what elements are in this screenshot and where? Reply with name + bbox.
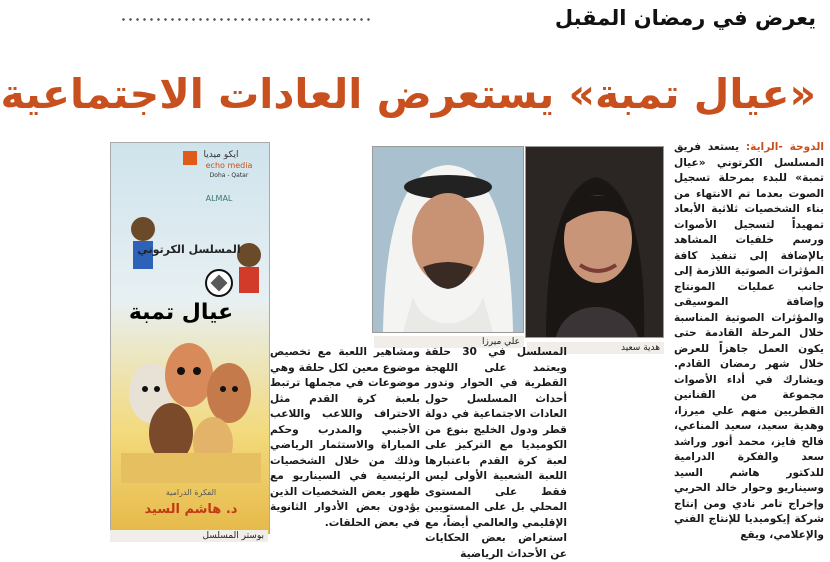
portrait-man-icon [373, 147, 523, 332]
poster-brand-loc: Doha - Qatar [209, 172, 249, 179]
poster-author: د. هاشم السيد [144, 502, 238, 517]
headline: «عيال تمبة» يستعرض العادات الاجتماعية [0, 70, 816, 118]
cartoon-characters [121, 343, 261, 483]
poster-partner: ALMAL [205, 194, 233, 203]
poster-title: عيال تمبة [128, 300, 234, 325]
photo-ali-mirza [372, 146, 524, 333]
poster-brand-ar: ايكو ميديا [203, 150, 239, 160]
topic-divider [120, 16, 370, 24]
poster-artwork [111, 143, 269, 533]
photo-hadiya-saeed [525, 146, 664, 338]
section-topic: يعرض في رمضان المقبل [554, 6, 816, 30]
byline: الدوحة -الراية: [745, 141, 824, 153]
poster-brand-en: echo media [205, 161, 253, 170]
series-poster [110, 142, 270, 534]
caption-photo-2: علي ميرزا [374, 336, 524, 348]
caption-photo-1: هدية سعيد [527, 342, 664, 354]
article-text-1: يستعد فريق المسلسل الكرتوني «عيال تمبة» للبدء بمرحلة تسجيل الصوت بعدما تم الانتهاء من بناء الشخصيات ثلاثية الأبعاد تمهيداً لتسجيل الأصوات ورسم خلفيات المشاهد بالإضافة إلى تنفيذ كافة المؤثرات الصوتية اللازمة إلى جانب عمليات المونتاج وإضافة الموسيقى والمؤثرات الصوتية المناسبة خلال المرحلة القادمة حتى يكون العمل جاهزاً للعرض خلال شهر رمضان القادم. ويشارك في أداء الأصوات مجموعة من الفنانين القطريين منهم علي ميرزا، وهدية سعيد، سعيد المناعي، فالح فايز، محمد أنور وراشد سعد والفكرة الدرامية للدكتور هاشم السيد وسيناريو وحوار خالد الحربي وإخراج تامر نادي ومن إنتاج شركة إيكوميديا للإنتاج الفني والإعلامي، ويقع [674, 141, 824, 541]
article-column-1 [674, 140, 824, 540]
article-column-2: المسلسل في 30 حلقة ويعتمد على اللهجة القطرية في الحوار وتدور أحداث المسلسل حول العادات الاجتماعية في دولة قطر ودول الخليج بنوع من الكوميديا مع التركيز على لعبة كرة القدم باعتبارها اللعبة الشعبية الأولى ليس فقط على المستوى المحلي بل على المستويين الإقليمي والعالمي أيضاً، مع استعراض بعض الحكايات عن الأحداث الرياضية [425, 346, 567, 560]
poster-series-label: المسلسل الكرتوني [137, 243, 241, 256]
caption-poster: بوستر المسلسل [110, 530, 268, 542]
portrait-woman-icon [526, 147, 663, 337]
article-column-3: ومشاهير اللعبة مع تخصيص موضوع معين لكل حلقة وهي موضوعات في مجملها ترتبط بلعبة كرة القدم مثل الاحتراف واللاعب واللاعب الأجنبي والمدرب وحكم المباراة والاستثمار الرياضي وذلك من خلال الشخصيات الرئيسية في السيناريو مع ظهور بعض الشخصيات الذين يؤدون بعض الأدوار الثانوية في بعض الحلقات. [270, 346, 420, 529]
poster-idea-label: الفكرة الدرامية [165, 488, 217, 497]
